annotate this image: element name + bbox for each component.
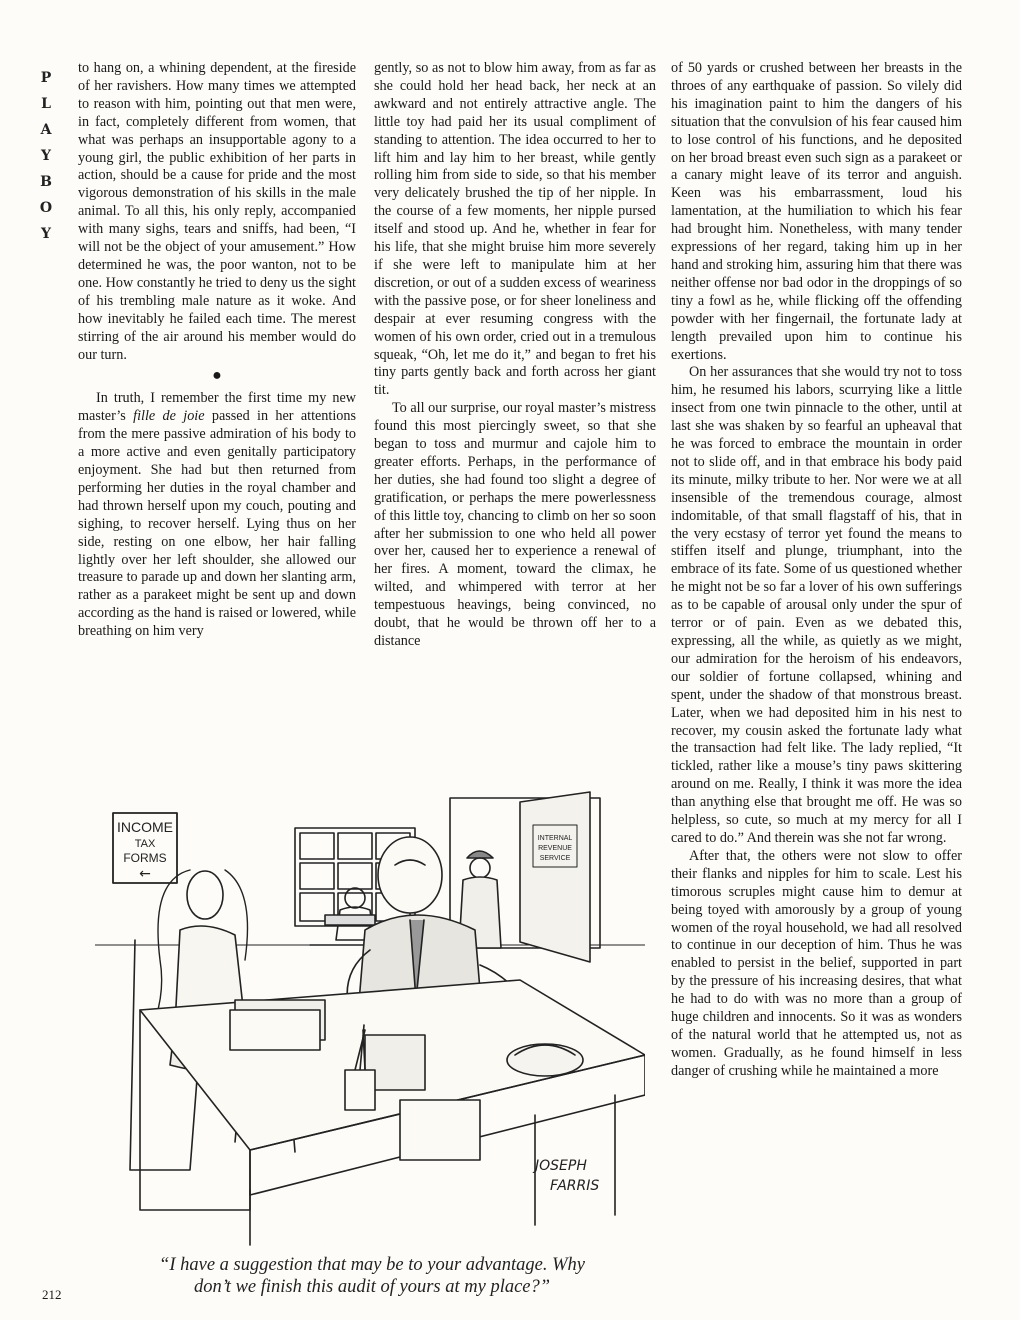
sign-line: INCOME	[117, 819, 173, 835]
paragraph: to hang on, a whining dependent, at the fireside of her ravishers. How many times we attempted to reason with him, pointing out that men were, in fact, completely different from women, that what was perhaps an insupportable agony to a young girl, the public exhibition of her parts in action, should be a cause for pride and the most vigorous demonstration of his skills in the male animal. To all this, his only reply, accompanied with many sighs, tears and sniffs, had been, “I will not be the object of your amusement.” How determined he was, the poor wanton, not to be one. How constantly he tried to deny us the sight of his trembling male nature as it woke. And how inevitably he failed each time. The merest stirring of the air around his member would do our turn.	[78, 60, 356, 363]
running-head-letter: Y	[41, 226, 51, 242]
paragraph: On her assurances that she would try not to toss him, he resumed his labors, scurrying like a little insect from one twin pinnacle to the other, until at last she was shaken by so fearful an upheaval that he was forced to embrace the mountain in order not to slide off, and in that embrace his body paid its minute, milky tribute to her. Nor were we at all insensible of the tremendous courage, almost indomitable, of that small flagstaff of his, that in the very ecstasy of terror yet found the means to stiffen itself and plunge, triumphant, into the embrace of its fate. Some of us questioned whether he might not be so far a lover of his own sufferings as to be capable of arousal only under the spur of terror or of pain. Even as we debated this, expressing, all the while, as quietly as we might, our admiration for the heroism of his endeavors, our soldier of fortune collapsed, whining and spent, under the shadow of that monstrous breast. Later, when we had deposited him in his nest to recover, my cousin asked the fortunate lady what the transaction had felt like. The lady replied, “It tickled, rather like a mouse’s tiny paws skittering around on me. Really, I think it was more the idea than anything else that brought me off. He was so helpless, so cute, so much at my mercy for all I cared to do.” And therein was she not far wrong.	[671, 364, 962, 846]
text-column-2	[374, 60, 656, 651]
running-head-letter: B	[40, 174, 52, 190]
paragraph	[78, 390, 356, 641]
cartoon-caption	[112, 1254, 632, 1298]
sign-line: FORMS	[123, 851, 167, 865]
paragraph-text: passed in her attentions from the mere passive admiration of his body to a more active and even genitally participatory enjoyment. She had but then returned from performing her duties in the royal chamber and had thrown herself upon my couch, pouting and sighing, to recover herself. Lying thus on her side, resting on one elbow, her hair falling lightly over her left shoulder, she allowed our treasure to parade up and down her slanting arm, rather as a parakeet might be sent up and down according as the hand is raised or lowered, while breathing on him very	[78, 408, 356, 640]
text-column-3	[671, 60, 962, 1081]
running-head-letter: L	[41, 96, 51, 112]
sign-line: TAX	[134, 838, 156, 850]
running-head-letter: A	[40, 122, 52, 138]
office-desk	[140, 980, 645, 1245]
running-head-letter: O	[39, 200, 53, 216]
italic-phrase: fille de joie	[133, 408, 205, 425]
page-number: 212	[42, 1287, 62, 1302]
running-head-letter: Y	[41, 148, 51, 164]
caption-line: “I have a suggestion that may be to your advantage. Why	[159, 1255, 585, 1275]
income-tax-sign	[113, 813, 177, 883]
running-head-letter: P	[40, 70, 52, 86]
door-sign-line: INTERNAL	[537, 835, 573, 842]
artist-signature: JOSEPH	[535, 1158, 587, 1174]
running-head	[36, 70, 56, 252]
paragraph-text: In truth, I remember the first time my new master’s	[78, 390, 356, 425]
paragraph: To all our surprise, our royal master’s mistress found this most piercingly sweet, so that she began to toss and murmur and cajole him to greater efforts. Perhaps, in the performance of her duties, she had found too slight a degree of gratification, or perhaps the mere powerlessness of this little toy, chancing to climb on her so soon after her submission to one who held all power over her, caused her to experience a renewal of her fires. A moment, toward the climax, he wilted, and whimpered with terror at her tempestuous heavings, being convinced, no doubt, that he would be thrown off her to a distance	[374, 400, 656, 649]
artist-signature: FARRIS	[550, 1178, 600, 1194]
door-sign-line: REVENUE	[538, 845, 572, 852]
arrow-left-icon: ←	[139, 866, 151, 882]
paragraph: gently, so as not to blow him away, from as far as she could hold her head back, her neck at an awkward and not entirely attractive angle. The little toy had paid her its usual compliment of standing to attention. The idea occurred to her to lift him and lay him to her breast, while gently rolling him from side to side, so that his member very delicately brushed the tip of her nipple. In the course of a few moments, her nipple pursed itself and stood up. And he, whether in fear for his life, that she might bruise him more severely if she were left to manipulate him at her discretion, or out of a sudden excess of weariness with the passive pose, or for sheer loneliness and despair at ever resuming congress with the women of his own order, cried out in a tremulous squeak, “Oh, let me do it,” and began to fret his tiny parts gently back and forth across her giant tit.	[374, 60, 656, 399]
paragraph: of 50 yards or crushed between her breasts in the throes of any earthquake of passion. So vilely did his imagination paint to him the dangers of his situation that the convulsion of his fear caused him to lose control of his functions, and he deposited on her broad breast even such sign as a parakeet or a canary might leave of its terror and anguish. Keen was his embarrassment, loud his lamentation, at the humiliation to which his fear had brought him. Nonetheless, with many tender expressions of her regard, taking him up in her hand and stroking him, assuring him that there was neither offense nor bad odor in the droppings of so tiny a fowl as he, while flicking off the offending powder with her fingernail, the fortunate lady at length prevailed upon him to continue his exertions.	[671, 60, 962, 363]
cartoon-illustration	[95, 770, 645, 1255]
section-separator: ●	[212, 367, 222, 385]
text-column-1	[78, 60, 356, 641]
paragraph: After that, the others were not slow to offer their flanks and nipples for him to scale. Lest his timorous scruples might cause him to demur at being toyed with amorously by a group of young women of the royal household, we had all resolved to continue in our deception of him. Thus he was enabled to persist in the belief, supported in part by the pressure of his increasing desires, that what he had to do with was no more than a group of huge children and innocents. So it was as wonders of the natural world that he attempted us, not as women. Gradually, as he found himself in less danger of crushing while he maintained a more	[671, 847, 962, 1079]
caption-line: don’t we finish this audit of yours at my place?”	[193, 1277, 551, 1297]
door-sign-line: SERVICE	[539, 855, 571, 862]
